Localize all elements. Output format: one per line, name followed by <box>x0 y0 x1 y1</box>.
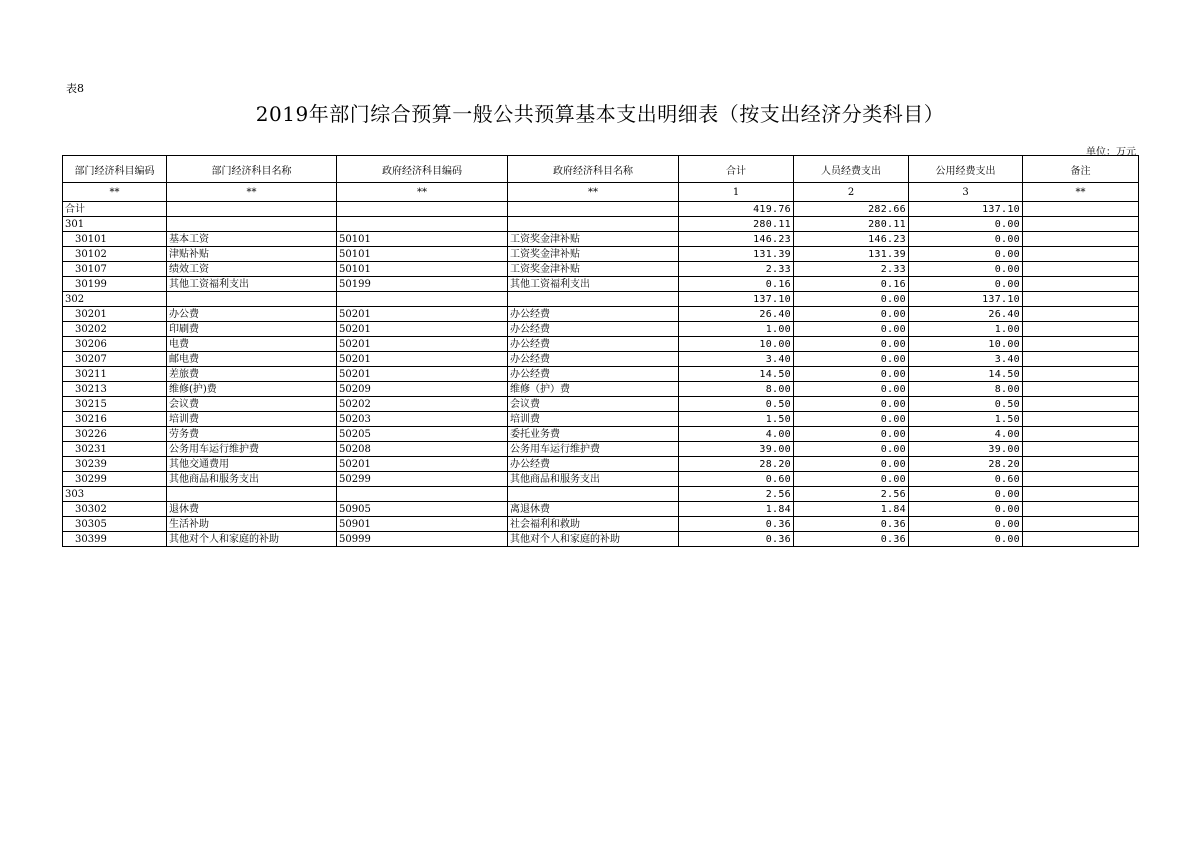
gov-name-cell: 办公经费 <box>508 322 679 337</box>
table-row <box>63 412 1139 427</box>
page-title: 2019年部门综合预算一般公共预算基本支出明细表（按支出经济分类科目） <box>255 102 945 126</box>
total-cell: 1.50 <box>679 412 794 427</box>
table-row <box>63 292 1139 307</box>
dept-code-cell: 301 <box>63 217 167 232</box>
gov-name-cell <box>508 202 679 217</box>
public-cell: 0.00 <box>909 502 1023 517</box>
col-header-total: 合计 <box>679 156 794 183</box>
public-cell: 26.40 <box>909 307 1023 322</box>
dept-name-cell: 其他工资福利支出 <box>167 277 337 292</box>
table-row <box>63 322 1139 337</box>
gov-code-cell: 50101 <box>337 247 508 262</box>
public-cell: 0.50 <box>909 397 1023 412</box>
dept-name-cell: 退休费 <box>167 502 337 517</box>
index-cell: 2 <box>794 183 909 202</box>
unit-label: 单位：万元 <box>1086 147 1136 158</box>
personnel-cell: 0.00 <box>794 472 909 487</box>
col-header-dept-code: 部门经济科目编码 <box>63 156 167 183</box>
public-cell: 0.00 <box>909 262 1023 277</box>
note-cell <box>1023 307 1139 322</box>
note-cell <box>1023 262 1139 277</box>
personnel-cell: 0.00 <box>794 322 909 337</box>
dept-code-cell: 30239 <box>63 457 167 472</box>
gov-name-cell <box>508 217 679 232</box>
personnel-cell: 0.36 <box>794 532 909 547</box>
public-cell: 14.50 <box>909 367 1023 382</box>
total-cell: 280.11 <box>679 217 794 232</box>
col-header-note: 备注 <box>1023 156 1139 183</box>
personnel-cell: 2.33 <box>794 262 909 277</box>
index-cell: ** <box>508 183 679 202</box>
personnel-cell: 0.00 <box>794 352 909 367</box>
total-cell: 39.00 <box>679 442 794 457</box>
index-cell: ** <box>337 183 508 202</box>
dept-code-cell: 30226 <box>63 427 167 442</box>
total-cell: 0.36 <box>679 517 794 532</box>
table-row <box>63 427 1139 442</box>
note-cell <box>1023 457 1139 472</box>
table-row <box>63 382 1139 397</box>
table-row <box>63 277 1139 292</box>
total-cell: 1.00 <box>679 322 794 337</box>
personnel-cell: 2.56 <box>794 487 909 502</box>
total-cell: 0.16 <box>679 277 794 292</box>
gov-code-cell: 50201 <box>337 367 508 382</box>
gov-code-cell: 50201 <box>337 322 508 337</box>
personnel-cell: 1.84 <box>794 502 909 517</box>
table-row <box>63 202 1139 217</box>
note-cell <box>1023 277 1139 292</box>
total-cell: 4.00 <box>679 427 794 442</box>
table-row <box>63 232 1139 247</box>
col-header-personnel: 人员经费支出 <box>794 156 909 183</box>
gov-name-cell: 工资奖金津补贴 <box>508 262 679 277</box>
public-cell: 1.00 <box>909 322 1023 337</box>
total-cell: 0.50 <box>679 397 794 412</box>
dept-name-cell: 绩效工资 <box>167 262 337 277</box>
gov-name-cell: 其他对个人和家庭的补助 <box>508 532 679 547</box>
note-cell <box>1023 367 1139 382</box>
total-cell: 26.40 <box>679 307 794 322</box>
table-row <box>63 352 1139 367</box>
total-cell: 8.00 <box>679 382 794 397</box>
index-cell: ** <box>63 183 167 202</box>
dept-name-cell: 生活补助 <box>167 517 337 532</box>
personnel-cell: 0.00 <box>794 292 909 307</box>
total-cell: 0.60 <box>679 472 794 487</box>
dept-code-cell: 30202 <box>63 322 167 337</box>
dept-name-cell <box>167 202 337 217</box>
note-cell <box>1023 337 1139 352</box>
dept-name-cell <box>167 487 337 502</box>
dept-name-cell: 基本工资 <box>167 232 337 247</box>
gov-name-cell: 工资奖金津补贴 <box>508 232 679 247</box>
public-cell: 0.00 <box>909 247 1023 262</box>
dept-name-cell: 印刷费 <box>167 322 337 337</box>
index-cell: ** <box>1023 183 1139 202</box>
total-cell: 146.23 <box>679 232 794 247</box>
note-cell <box>1023 532 1139 547</box>
total-cell: 10.00 <box>679 337 794 352</box>
personnel-cell: 0.00 <box>794 442 909 457</box>
gov-code-cell: 50999 <box>337 532 508 547</box>
table-row <box>63 457 1139 472</box>
dept-name-cell: 培训费 <box>167 412 337 427</box>
gov-code-cell: 50202 <box>337 397 508 412</box>
dept-code-cell: 30305 <box>63 517 167 532</box>
note-cell <box>1023 397 1139 412</box>
col-header-public: 公用经费支出 <box>909 156 1023 183</box>
public-cell: 8.00 <box>909 382 1023 397</box>
gov-code-cell: 50199 <box>337 277 508 292</box>
dept-name-cell: 公务用车运行维护费 <box>167 442 337 457</box>
dept-code-cell: 30101 <box>63 232 167 247</box>
note-cell <box>1023 382 1139 397</box>
public-cell: 10.00 <box>909 337 1023 352</box>
table-row <box>63 502 1139 517</box>
table-row <box>63 487 1139 502</box>
note-cell <box>1023 352 1139 367</box>
gov-code-cell: 50101 <box>337 232 508 247</box>
public-cell: 1.50 <box>909 412 1023 427</box>
public-cell: 0.00 <box>909 232 1023 247</box>
gov-code-cell: 50905 <box>337 502 508 517</box>
dept-code-cell: 30201 <box>63 307 167 322</box>
gov-code-cell: 50901 <box>337 517 508 532</box>
gov-name-cell <box>508 487 679 502</box>
dept-code-cell: 30102 <box>63 247 167 262</box>
public-cell: 28.20 <box>909 457 1023 472</box>
dept-name-cell: 其他交通费用 <box>167 457 337 472</box>
dept-code-cell: 30211 <box>63 367 167 382</box>
gov-name-cell: 委托业务费 <box>508 427 679 442</box>
gov-name-cell: 办公经费 <box>508 352 679 367</box>
gov-name-cell: 办公经费 <box>508 367 679 382</box>
gov-name-cell: 离退休费 <box>508 502 679 517</box>
personnel-cell: 0.16 <box>794 277 909 292</box>
public-cell: 0.60 <box>909 472 1023 487</box>
dept-code-cell: 302 <box>63 292 167 307</box>
personnel-cell: 0.36 <box>794 517 909 532</box>
col-header-gov-code: 政府经济科目编码 <box>337 156 508 183</box>
index-cell: 1 <box>679 183 794 202</box>
note-cell <box>1023 322 1139 337</box>
public-cell: 137.10 <box>909 202 1023 217</box>
table-row <box>63 247 1139 262</box>
personnel-cell: 0.00 <box>794 307 909 322</box>
gov-code-cell: 50209 <box>337 382 508 397</box>
note-cell <box>1023 442 1139 457</box>
gov-name-cell <box>508 292 679 307</box>
gov-code-cell <box>337 487 508 502</box>
dept-name-cell: 办公费 <box>167 307 337 322</box>
dept-name-cell: 维修(护)费 <box>167 382 337 397</box>
gov-code-cell <box>337 202 508 217</box>
personnel-cell: 0.00 <box>794 427 909 442</box>
total-cell: 14.50 <box>679 367 794 382</box>
total-cell: 28.20 <box>679 457 794 472</box>
table-row <box>63 217 1139 232</box>
note-cell <box>1023 232 1139 247</box>
personnel-cell: 131.39 <box>794 247 909 262</box>
dept-name-cell: 其他商品和服务支出 <box>167 472 337 487</box>
personnel-cell: 146.23 <box>794 232 909 247</box>
note-cell <box>1023 292 1139 307</box>
dept-code-cell: 303 <box>63 487 167 502</box>
gov-code-cell: 50205 <box>337 427 508 442</box>
personnel-cell: 282.66 <box>794 202 909 217</box>
table-row <box>63 397 1139 412</box>
gov-name-cell: 其他商品和服务支出 <box>508 472 679 487</box>
col-header-gov-name: 政府经济科目名称 <box>508 156 679 183</box>
table-row <box>63 517 1139 532</box>
dept-code-cell: 30299 <box>63 472 167 487</box>
dept-code-cell: 30213 <box>63 382 167 397</box>
gov-code-cell <box>337 217 508 232</box>
gov-name-cell: 维修（护）费 <box>508 382 679 397</box>
dept-code-cell: 30399 <box>63 532 167 547</box>
table-row <box>63 472 1139 487</box>
index-row <box>63 183 1139 202</box>
gov-name-cell: 培训费 <box>508 412 679 427</box>
total-cell: 1.84 <box>679 502 794 517</box>
total-cell: 2.56 <box>679 487 794 502</box>
personnel-cell: 0.00 <box>794 412 909 427</box>
gov-code-cell: 50203 <box>337 412 508 427</box>
dept-name-cell: 会议费 <box>167 397 337 412</box>
gov-code-cell: 50299 <box>337 472 508 487</box>
table-row <box>63 337 1139 352</box>
dept-name-cell: 差旅费 <box>167 367 337 382</box>
gov-code-cell: 50201 <box>337 457 508 472</box>
dept-name-cell: 其他对个人和家庭的补助 <box>167 532 337 547</box>
public-cell: 3.40 <box>909 352 1023 367</box>
header-row <box>63 156 1139 183</box>
total-cell: 419.76 <box>679 202 794 217</box>
dept-name-cell <box>167 217 337 232</box>
personnel-cell: 0.00 <box>794 367 909 382</box>
gov-name-cell: 工资奖金津补贴 <box>508 247 679 262</box>
dept-code-cell: 合计 <box>63 202 167 217</box>
index-cell: 3 <box>909 183 1023 202</box>
public-cell: 0.00 <box>909 277 1023 292</box>
table-row <box>63 442 1139 457</box>
dept-name-cell: 电费 <box>167 337 337 352</box>
note-cell <box>1023 472 1139 487</box>
total-cell: 0.36 <box>679 532 794 547</box>
gov-name-cell: 公务用车运行维护费 <box>508 442 679 457</box>
gov-code-cell: 50208 <box>337 442 508 457</box>
dept-code-cell: 30302 <box>63 502 167 517</box>
gov-code-cell: 50201 <box>337 337 508 352</box>
note-cell <box>1023 202 1139 217</box>
note-cell <box>1023 412 1139 427</box>
note-cell <box>1023 517 1139 532</box>
total-cell: 131.39 <box>679 247 794 262</box>
note-cell <box>1023 427 1139 442</box>
personnel-cell: 0.00 <box>794 457 909 472</box>
personnel-cell: 0.00 <box>794 397 909 412</box>
gov-code-cell: 50201 <box>337 307 508 322</box>
dept-name-cell: 劳务费 <box>167 427 337 442</box>
dept-name-cell: 津贴补贴 <box>167 247 337 262</box>
dept-code-cell: 30199 <box>63 277 167 292</box>
public-cell: 4.00 <box>909 427 1023 442</box>
table-body <box>63 202 1139 547</box>
gov-code-cell <box>337 292 508 307</box>
gov-code-cell: 50201 <box>337 352 508 367</box>
dept-code-cell: 30231 <box>63 442 167 457</box>
dept-code-cell: 30107 <box>63 262 167 277</box>
personnel-cell: 0.00 <box>794 337 909 352</box>
gov-name-cell: 办公经费 <box>508 457 679 472</box>
personnel-cell: 280.11 <box>794 217 909 232</box>
table-row <box>63 367 1139 382</box>
dept-name-cell: 邮电费 <box>167 352 337 367</box>
personnel-cell: 0.00 <box>794 382 909 397</box>
gov-code-cell: 50101 <box>337 262 508 277</box>
gov-name-cell: 会议费 <box>508 397 679 412</box>
total-cell: 3.40 <box>679 352 794 367</box>
dept-code-cell: 30216 <box>63 412 167 427</box>
total-cell: 137.10 <box>679 292 794 307</box>
gov-name-cell: 其他工资福利支出 <box>508 277 679 292</box>
table-row <box>63 262 1139 277</box>
public-cell: 137.10 <box>909 292 1023 307</box>
dept-code-cell: 30207 <box>63 352 167 367</box>
col-header-dept-name: 部门经济科目名称 <box>167 156 337 183</box>
dept-name-cell <box>167 292 337 307</box>
gov-name-cell: 办公经费 <box>508 307 679 322</box>
gov-name-cell: 办公经费 <box>508 337 679 352</box>
table-number: 表8 <box>66 82 84 95</box>
public-cell: 0.00 <box>909 532 1023 547</box>
table-row <box>63 532 1139 547</box>
public-cell: 0.00 <box>909 517 1023 532</box>
public-cell: 0.00 <box>909 217 1023 232</box>
expenditure-table <box>62 155 1139 547</box>
table-row <box>63 307 1139 322</box>
dept-code-cell: 30206 <box>63 337 167 352</box>
index-cell: ** <box>167 183 337 202</box>
note-cell <box>1023 502 1139 517</box>
note-cell <box>1023 487 1139 502</box>
public-cell: 39.00 <box>909 442 1023 457</box>
note-cell <box>1023 247 1139 262</box>
total-cell: 2.33 <box>679 262 794 277</box>
gov-name-cell: 社会福利和救助 <box>508 517 679 532</box>
note-cell <box>1023 217 1139 232</box>
dept-code-cell: 30215 <box>63 397 167 412</box>
public-cell: 0.00 <box>909 487 1023 502</box>
